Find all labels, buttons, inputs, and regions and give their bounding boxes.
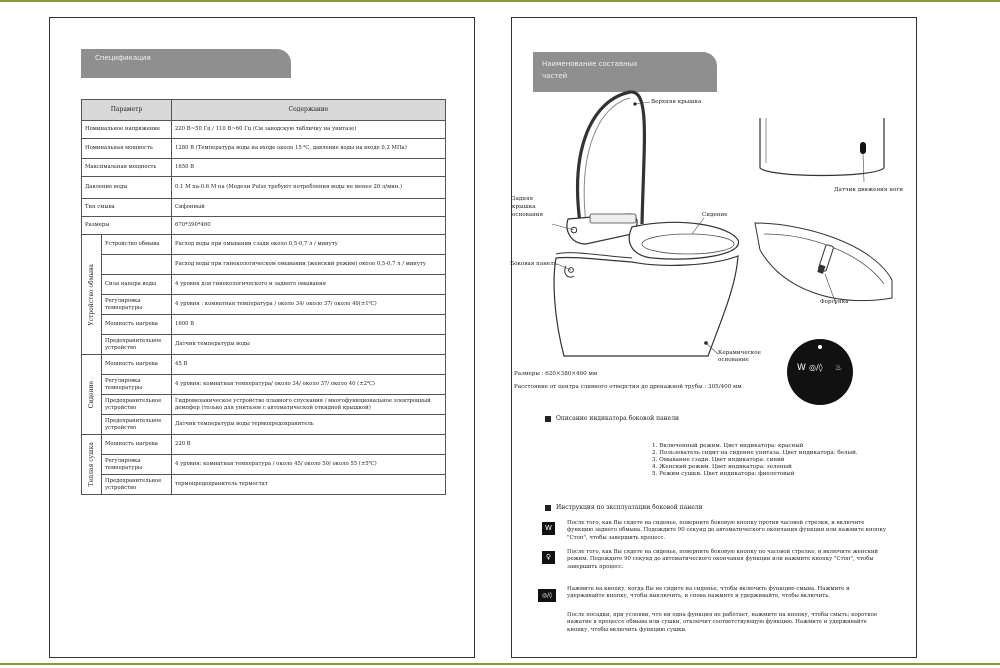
indicator-item: 4. Женский режим. Цвет индикатора: зеленый — [652, 464, 792, 470]
group-label: Теплая сушка — [88, 442, 95, 487]
param-cell — [102, 255, 172, 275]
label-ceramic-line-2: основание — [718, 357, 749, 363]
bullet-square-icon — [545, 505, 551, 511]
value-cell: Сифонный — [172, 199, 446, 217]
page-title: Спецификация — [81, 49, 291, 78]
feminine-wash-icon: ♀ — [542, 551, 555, 564]
label-sensor: Датчик движения ноги — [834, 187, 903, 193]
panel-indicator-dot — [818, 345, 822, 349]
group-label-cell — [82, 435, 102, 495]
param-cell: Предохранительное устройство — [102, 335, 172, 355]
value-cell: 4 уровня: комнатная температура / около 45/ около 50/ около 55 (±5℃) — [172, 455, 446, 475]
specification-table — [81, 99, 446, 495]
table-body — [82, 121, 446, 495]
flush-icon: ◎/◊ — [809, 363, 823, 372]
table-row — [82, 139, 446, 159]
param-cell: Номинальная мощность — [82, 139, 172, 159]
dry-icon: ♨ — [835, 363, 843, 372]
table-row — [82, 235, 446, 255]
table-row — [82, 455, 446, 475]
label-nozzle: Форсунка — [820, 299, 849, 305]
group-label-cell — [82, 235, 102, 355]
table-header-row — [82, 100, 446, 121]
param-cell: Предохранительное устройство — [102, 415, 172, 435]
label-rear-cover-line-2: крышка — [512, 204, 536, 210]
value-cell: 220 В — [172, 435, 446, 455]
value-cell: 1280 В (Температура воды на входе около 15 ℃, давление воды на входе 0,2 МПа) — [172, 139, 446, 159]
label-rear-cover-line-1: Задняя — [512, 196, 534, 202]
value-cell: Расход воды при омывании сзади около 0,5-0,7 л / минуту — [172, 235, 446, 255]
table-row — [82, 415, 446, 435]
value-cell: 4 уровня для гинекологического и заднего омывания — [172, 275, 446, 295]
table-row — [82, 375, 446, 395]
bottom-accent-line — [0, 663, 1000, 665]
table-row — [82, 475, 446, 495]
label-ceramic-line-1: Керамическое — [718, 350, 761, 356]
table-row — [82, 255, 446, 275]
param-cell: Мощность нагрева — [102, 435, 172, 455]
table-row — [82, 177, 446, 199]
param-cell: Регулировка температуры — [102, 375, 172, 395]
label-seat: Сидение — [702, 212, 728, 218]
table-row — [82, 121, 446, 139]
group-label: Сидение — [88, 380, 95, 409]
value-cell: 220 В~50 Гц / 110 В~60 Гц (См заводскую табличку на унитазе) — [172, 121, 446, 139]
indicator-item: 2. Пользователь сидит на сидение унитаза. Цвет индикатора: белый. — [652, 450, 858, 456]
bullet-square-icon — [545, 416, 551, 422]
param-cell: Давление воды — [82, 177, 172, 199]
param-cell: Регулировка температуры — [102, 295, 172, 315]
param-cell: Мощность нагрева — [102, 315, 172, 335]
instruction-text: После того, как Вы сядете на сиденье, поверните боковую кнопку против часовой стрелки, и включите функцию заднего обмыва. Подождите 90 секунд до автоматического окончания функции или нажмите кнопку "Стоп", чтобы завершить процесс. — [567, 520, 886, 541]
value-cell: 1650 В — [172, 159, 446, 177]
value-cell: 45 В — [172, 355, 446, 375]
value-cell: 4 уровня : комнатная температура / около 34/ около 37/ около 40(±1℃) — [172, 295, 446, 315]
param-cell: Номинальное напряжение — [82, 121, 172, 139]
page-title-line-2: частей — [542, 72, 568, 80]
instruction-text: После посадки, при условии, что ни одна функция не работает, нажмите на кнопку, чтобы смыть; короткое нажатие в процессе обмыва или сушки, отключит соответствующую функцию. Нажмите и удерживайте кнопку, чтобы включить функцию сушки. — [567, 612, 878, 633]
toilet-illustration — [512, 18, 918, 398]
group-label: Устройство обмыва — [88, 263, 95, 326]
value-cell: 670*390*460 — [172, 217, 446, 235]
value-cell: Датчик температуры воды термопредохранитель — [172, 415, 446, 435]
group-label-cell — [82, 355, 102, 435]
value-cell: 4 уровня: комнатная температура/ около 34/ около 37/ около 40 (±2℃) — [172, 375, 446, 395]
indicator-item: 5. Режим сушки. Цвет индикатора: фиолетовый — [652, 471, 795, 477]
side-panel-control[interactable] — [787, 339, 853, 405]
value-cell: 0.1 М па-0.6 М па (Модели Pulse требуют потребления воды не менее 20 л/мин.) — [172, 177, 446, 199]
table-row — [82, 275, 446, 295]
top-accent-line — [0, 0, 1000, 2]
components-page — [511, 17, 917, 658]
value-cell: Датчик температуры воды — [172, 335, 446, 355]
table-row — [82, 199, 446, 217]
instruction-text: После того, как Вы сядете на сиденье, поверните боковую кнопку по часовой стрелке, и включите женский режим. Подождите 90 секунд до автоматического окончания функции или нажмите кнопку "Стоп", чтобы завершить процесс. — [567, 549, 879, 570]
param-cell: Мощность нагрева — [102, 355, 172, 375]
param-cell: Размеры — [82, 217, 172, 235]
table-row — [82, 217, 446, 235]
instruction-text: Нажмите на кнопку, когда Вы не сидите на сиденье, чтобы включить функцию смыва. Нажмите и удерживайте кнопку, чтобы выключить, и снова нажмите и удерживайте, чтобы включить. — [567, 586, 850, 600]
dimensions-text: Размеры : 620×380×460 мм — [514, 371, 598, 377]
value-cell: термопредохранитель термостат — [172, 475, 446, 495]
param-cell: Предохранительное устройство — [102, 475, 172, 495]
table-row — [82, 159, 446, 177]
specification-page — [49, 17, 475, 658]
param-cell: Регулировка температуры — [102, 455, 172, 475]
indicator-item: 3. Омывание сзади. Цвет индикатора: синий — [652, 457, 785, 463]
table-row — [82, 295, 446, 315]
label-side-panel: Боковая панель — [510, 261, 557, 267]
param-cell: Тип смыва — [82, 199, 172, 217]
table-row — [82, 435, 446, 455]
drain-distance-text: Расстояние от центра сливного отверстия до дренажной трубы : 305/400 мм — [514, 384, 742, 390]
table-row — [82, 315, 446, 335]
page-title-line-1: Наименование составных — [542, 60, 638, 68]
param-cell: Предохранительное устройство — [102, 395, 172, 415]
indicator-list — [652, 443, 858, 478]
column-header-content: Содержание — [172, 100, 446, 121]
column-header-param: Параметр — [82, 100, 172, 121]
label-top-cover: Верхняя крышка — [651, 99, 702, 105]
param-cell: Устройство обмыва — [102, 235, 172, 255]
instructions-section-title: Инструкция по эксплуатации боковой панели — [545, 504, 703, 511]
param-cell: Сила напора воды — [102, 275, 172, 295]
indicator-item: 1. Включенный режим. Цвет индикатора: красный — [652, 443, 804, 449]
value-cell: Гидромеханическое устройство плавного спускания / многофункциональное электронный демпфер (только для унитазов с автоматической откидной крышкой) — [172, 395, 446, 415]
rear-wash-icon: W — [542, 522, 555, 535]
label-rear-cover-line-3: основания — [512, 212, 544, 218]
table-row — [82, 335, 446, 355]
rear-wash-icon: W — [797, 363, 806, 373]
table-row — [82, 395, 446, 415]
value-cell: Расход воды при гинекологическом омывании (женский режим) около 0,5-0,7 л / минуту — [172, 255, 446, 275]
indicator-section-title: Описание индикатора боковой панели — [545, 415, 679, 422]
table-row — [82, 355, 446, 375]
param-cell: Максимальная мощность — [82, 159, 172, 177]
value-cell: 1600 В — [172, 315, 446, 335]
flush-icon: ◎/◊ — [538, 589, 556, 602]
